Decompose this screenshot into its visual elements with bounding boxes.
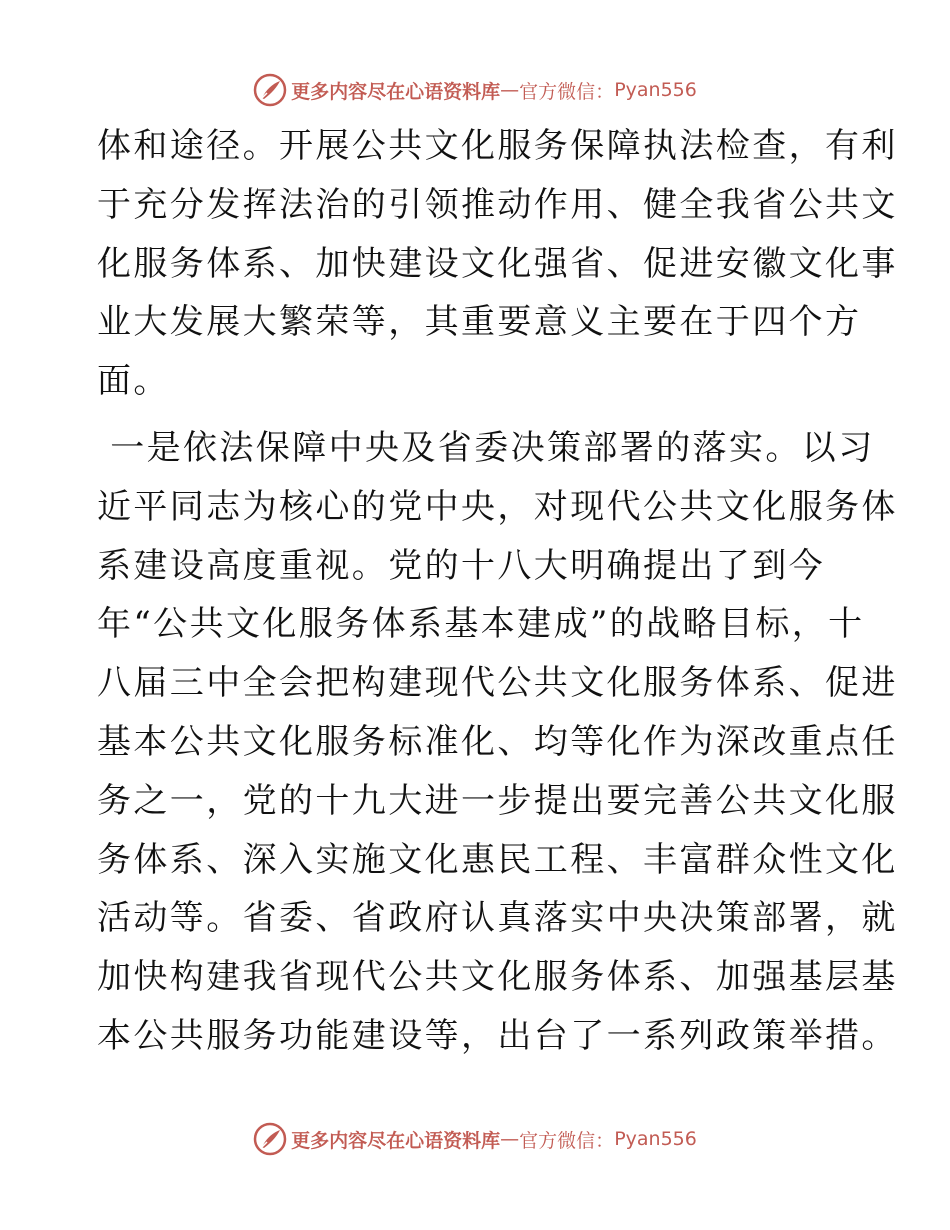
- text-line: 八届三中全会把构建现代公共文化服务体系、促进: [97, 663, 898, 704]
- text-line: 务体系、深入实施文化惠民工程、丰富群众性文化: [97, 839, 898, 880]
- text-line: 活动等。省委、省政府认真落实中央决策部署，就: [97, 898, 898, 939]
- document-body: [97, 117, 898, 1066]
- header-separator: —: [500, 79, 520, 101]
- paragraph-2: [97, 419, 898, 1066]
- paragraph-gap: [97, 411, 857, 419]
- paragraph-1: [97, 117, 898, 411]
- text-line: 本公共服务功能建设等，出台了一系列政策举措。: [97, 1015, 898, 1056]
- text-line: 近平同志为核心的党中央，对现代公共文化服务体: [97, 486, 898, 527]
- text-line: 化服务体系、加快建设文化强省、促进安徽文化事: [97, 243, 898, 284]
- text-line: 业大发展大繁荣等，其重要意义主要在于四个方: [97, 302, 862, 343]
- text-line: 务之一，党的十九大进一步提出要完善公共文化服: [97, 780, 898, 821]
- footer-banner: [0, 1119, 950, 1159]
- footer-contact-prefix: 官方微信：: [519, 1129, 615, 1152]
- footer-separator: —: [500, 1128, 520, 1150]
- footer-contact-handle: Pyan556: [614, 1128, 697, 1150]
- text-line: 加快构建我省现代公共文化服务体系、加强基层基: [97, 957, 898, 998]
- header-brand-text: 更多内容尽在心语资料库: [291, 80, 501, 103]
- text-line: 于充分发挥法治的引领推动作用、健全我省公共文: [97, 184, 898, 225]
- text-line: 年“公共文化服务体系基本建成”的战略目标，十: [97, 604, 865, 645]
- header-banner: [0, 70, 950, 110]
- footer-brand-text: 更多内容尽在心语资料库: [291, 1129, 501, 1152]
- text-line: 面。: [97, 361, 170, 402]
- feather-pen-logo-icon: [253, 1122, 287, 1156]
- header-contact-handle: Pyan556: [614, 79, 697, 101]
- text-line: 系建设高度重视。党的十八大明确提出了到今: [97, 545, 825, 586]
- feather-pen-logo-icon: [253, 73, 287, 107]
- text-line: 体和途径。开展公共文化服务保障执法检查，有利: [97, 126, 898, 166]
- text-line: 一是依法保障中央及省委决策部署的落实。以习: [97, 427, 875, 468]
- text-line: 基本公共文化服务标准化、均等化作为深改重点任: [97, 721, 898, 762]
- header-contact-prefix: 官方微信：: [519, 80, 615, 103]
